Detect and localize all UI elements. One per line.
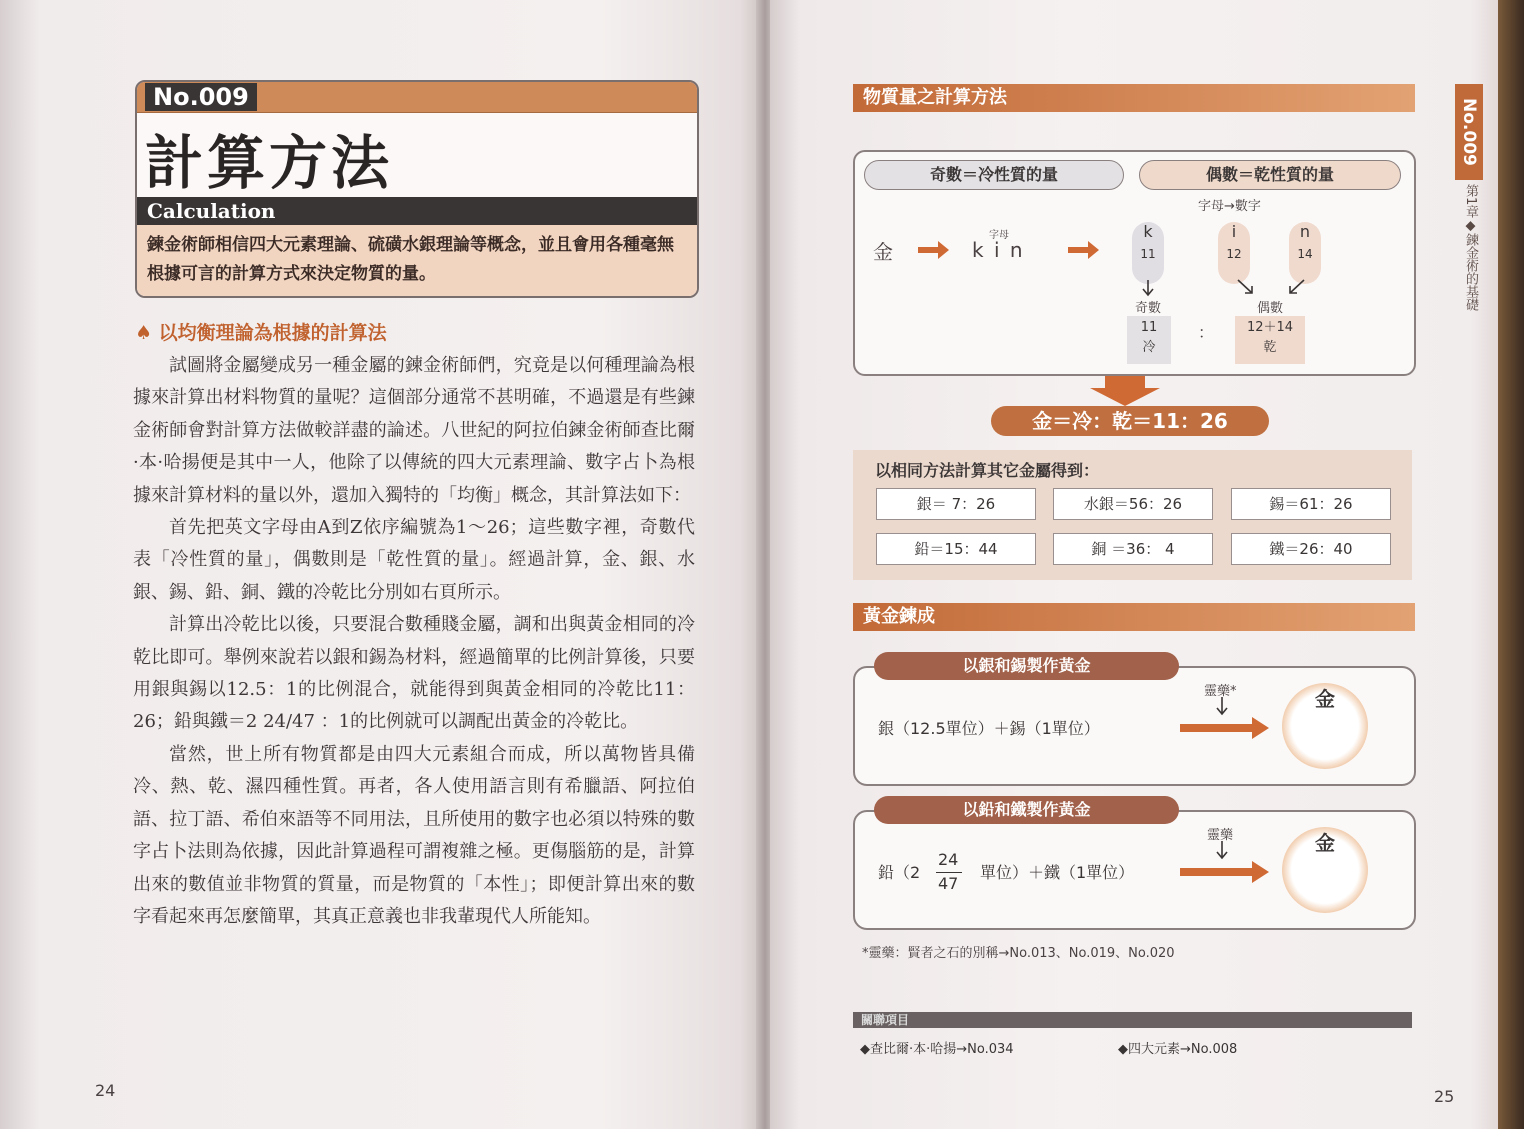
- title-card: [135, 80, 699, 298]
- result-ratio: 金＝冷：乾＝11：26: [991, 406, 1269, 436]
- section-heading: ♠ 以均衡理論為根據的計算法: [135, 322, 387, 344]
- word-kin: k i n: [972, 238, 1025, 262]
- recipe-1-tab: 以銀和錫製作黃金: [874, 652, 1179, 680]
- recipe-2-denominator: 47: [938, 874, 959, 893]
- metal-mercury: 水銀＝56：26: [1053, 488, 1213, 520]
- letter-i-char: i: [1231, 222, 1237, 241]
- dry-char: 乾: [1263, 340, 1277, 355]
- arrow-right-icon: [918, 240, 950, 260]
- gold-result-2: 金: [1282, 827, 1368, 913]
- letter-n-num: 14: [1297, 247, 1313, 261]
- related-label: 關聯項目: [861, 1013, 910, 1027]
- paragraph: 首先把英文字母由A到Z依序編號為1～26；這些數字裡，奇數代表「冷性質的量」，偶數則是「乾性質的量」。經過計算，金、銀、水銀、錫、鉛、銅、鐵的冷乾比分別如右頁所示。: [133, 517, 695, 603]
- recipe-1-text: 銀（12.5單位）＋錫（1單位）: [878, 719, 1100, 738]
- footnote: *靈藥：賢者之石的別稱→No.013、No.019、No.020: [862, 946, 1175, 961]
- recipe-1-elixir: 靈藥*: [1204, 684, 1237, 699]
- page-number: 24: [95, 1081, 116, 1100]
- paragraph: 當然，世上所有物質都是由四大元素組合而成，所以萬物皆具備冷、熱、乾、濕四種性質。再者，各人使用語言則有希臘語、阿拉伯語、拉丁語、希伯來語等不同用法，且所使用的數字也必須以特殊的數字占卜法則為依據，因此計算過程可謂複雜之極。更傷腦筋的是，計算出來的數值並非物質的質量，而是物質的「本性」；即便計算出來的數字看起來再怎麼簡單，其真正意義也非我輩現代人所能知。: [133, 743, 695, 927]
- letter-k: [1132, 222, 1164, 284]
- arrow-down-icon: [1140, 280, 1156, 298]
- metal-lead: 鉛＝15：44: [876, 533, 1036, 565]
- letter-k-num: 11: [1140, 247, 1156, 261]
- paragraph: 試圖將金屬變成另一種金屬的鍊金術師們，究竟是以何種理論為根據來計算出材料物質的量呢？這個部分通常不甚明確，不過還是有些鍊金術師會對計算方法做較詳盡的論述。八世紀的阿拉伯鍊金術師查比爾·本·哈揚便是其中一人，他除了以傳統的四大元素理論、數字占卜為根據來計算材料的量以外，還加入獨特的「均衡」概念，其計算法如下：: [133, 355, 695, 506]
- cold-box: [1127, 316, 1171, 364]
- arrow-down-icon: [1214, 697, 1230, 717]
- odd-label: 奇數＝冷性質的量: [864, 160, 1124, 190]
- recipe-2-suffix: 單位）＋鐵（1單位）: [980, 863, 1135, 882]
- related-bar: [853, 1012, 1412, 1028]
- recipe-2-elixir: 靈藥: [1207, 828, 1234, 843]
- english-subtitle: Calculation: [137, 197, 697, 225]
- related-link-1[interactable]: ◆查比爾·本·哈揚→No.034: [860, 1042, 1014, 1057]
- recipe-2-prefix: 鉛（2: [878, 863, 921, 882]
- section-title-gold: 黃金鍊成: [853, 603, 1415, 631]
- metal-copper: 銅 ＝36： 4: [1053, 533, 1213, 565]
- dry-value: 12＋14: [1246, 320, 1294, 335]
- cold-value: 11: [1140, 320, 1158, 335]
- even-label: 偶數＝乾性質的量: [1139, 160, 1401, 190]
- arrow-down-left-icon: [1286, 278, 1306, 296]
- recipe-2-tab: 以鉛和鐵製作黃金: [874, 796, 1179, 824]
- arrow-right-icon: [1180, 860, 1270, 884]
- side-chapter-label: 第1章◆鍊金術的基礎: [1463, 184, 1478, 312]
- recipe-2-numerator: 24: [938, 850, 959, 869]
- page-title: 計算方法: [145, 129, 394, 197]
- even-text: 偶數: [1257, 301, 1284, 316]
- page-number: 25: [1434, 1087, 1455, 1106]
- paragraph: 計算出冷乾比以後，只要混合數種賤金屬，調和出與黃金相同的冷乾比即可。舉例來說若以銀和錫為材料，經過簡單的比例計算後，只要用銀與錫以12.5：1的比例混合，就能得到與黃金相同的冷乾比11：26；鉛與鐵＝2 24/47 ：1的比例就可以調配出黃金的冷乾比。: [133, 614, 695, 733]
- letter-i-num: 12: [1226, 247, 1242, 261]
- big-arrow-down-icon: [1090, 376, 1160, 406]
- cold-char: 冷: [1142, 340, 1156, 355]
- ratio-colon: ：: [1198, 323, 1215, 342]
- arrow-right-icon: [1068, 240, 1100, 260]
- left-page: [0, 0, 760, 1129]
- related-link-2[interactable]: ◆四大元素→No.008: [1118, 1042, 1238, 1057]
- metal-silver: 銀＝ 7：26: [876, 488, 1036, 520]
- section-title-calc: 物質量之計算方法: [853, 84, 1415, 112]
- letters-to-numbers: 字母→數字: [1198, 199, 1261, 214]
- odd-text: 奇數: [1135, 301, 1162, 316]
- arrow-down-icon: [1214, 841, 1230, 861]
- metals-title: 以相同方法計算其它金屬得到：: [875, 461, 1100, 480]
- letters-label: 字母: [989, 230, 1009, 241]
- letter-k-char: k: [1143, 222, 1153, 241]
- metal-iron: 鐵＝26：40: [1231, 533, 1391, 565]
- gold-result-1: 金: [1282, 683, 1368, 769]
- letter-i: [1218, 222, 1250, 284]
- dry-box: [1235, 316, 1305, 364]
- side-number-tab: No.009: [1455, 84, 1483, 180]
- arrow-down-right-icon: [1236, 278, 1256, 296]
- metal-tin: 錫＝61：26: [1231, 488, 1391, 520]
- gold-char: 金: [873, 240, 893, 264]
- arrow-right-icon: [1180, 716, 1270, 740]
- book-edge: [1498, 0, 1524, 1129]
- body-text: [133, 350, 695, 933]
- summary-text: 鍊金術師相信四大元素理論、硫磺水銀理論等概念，並且會用各種毫無根據可言的計算方式來決定物質的量。: [137, 225, 697, 296]
- letter-n: [1289, 222, 1321, 284]
- fraction-line: [936, 872, 962, 873]
- letter-n-char: n: [1299, 222, 1311, 241]
- number-tag: No.009: [145, 83, 257, 111]
